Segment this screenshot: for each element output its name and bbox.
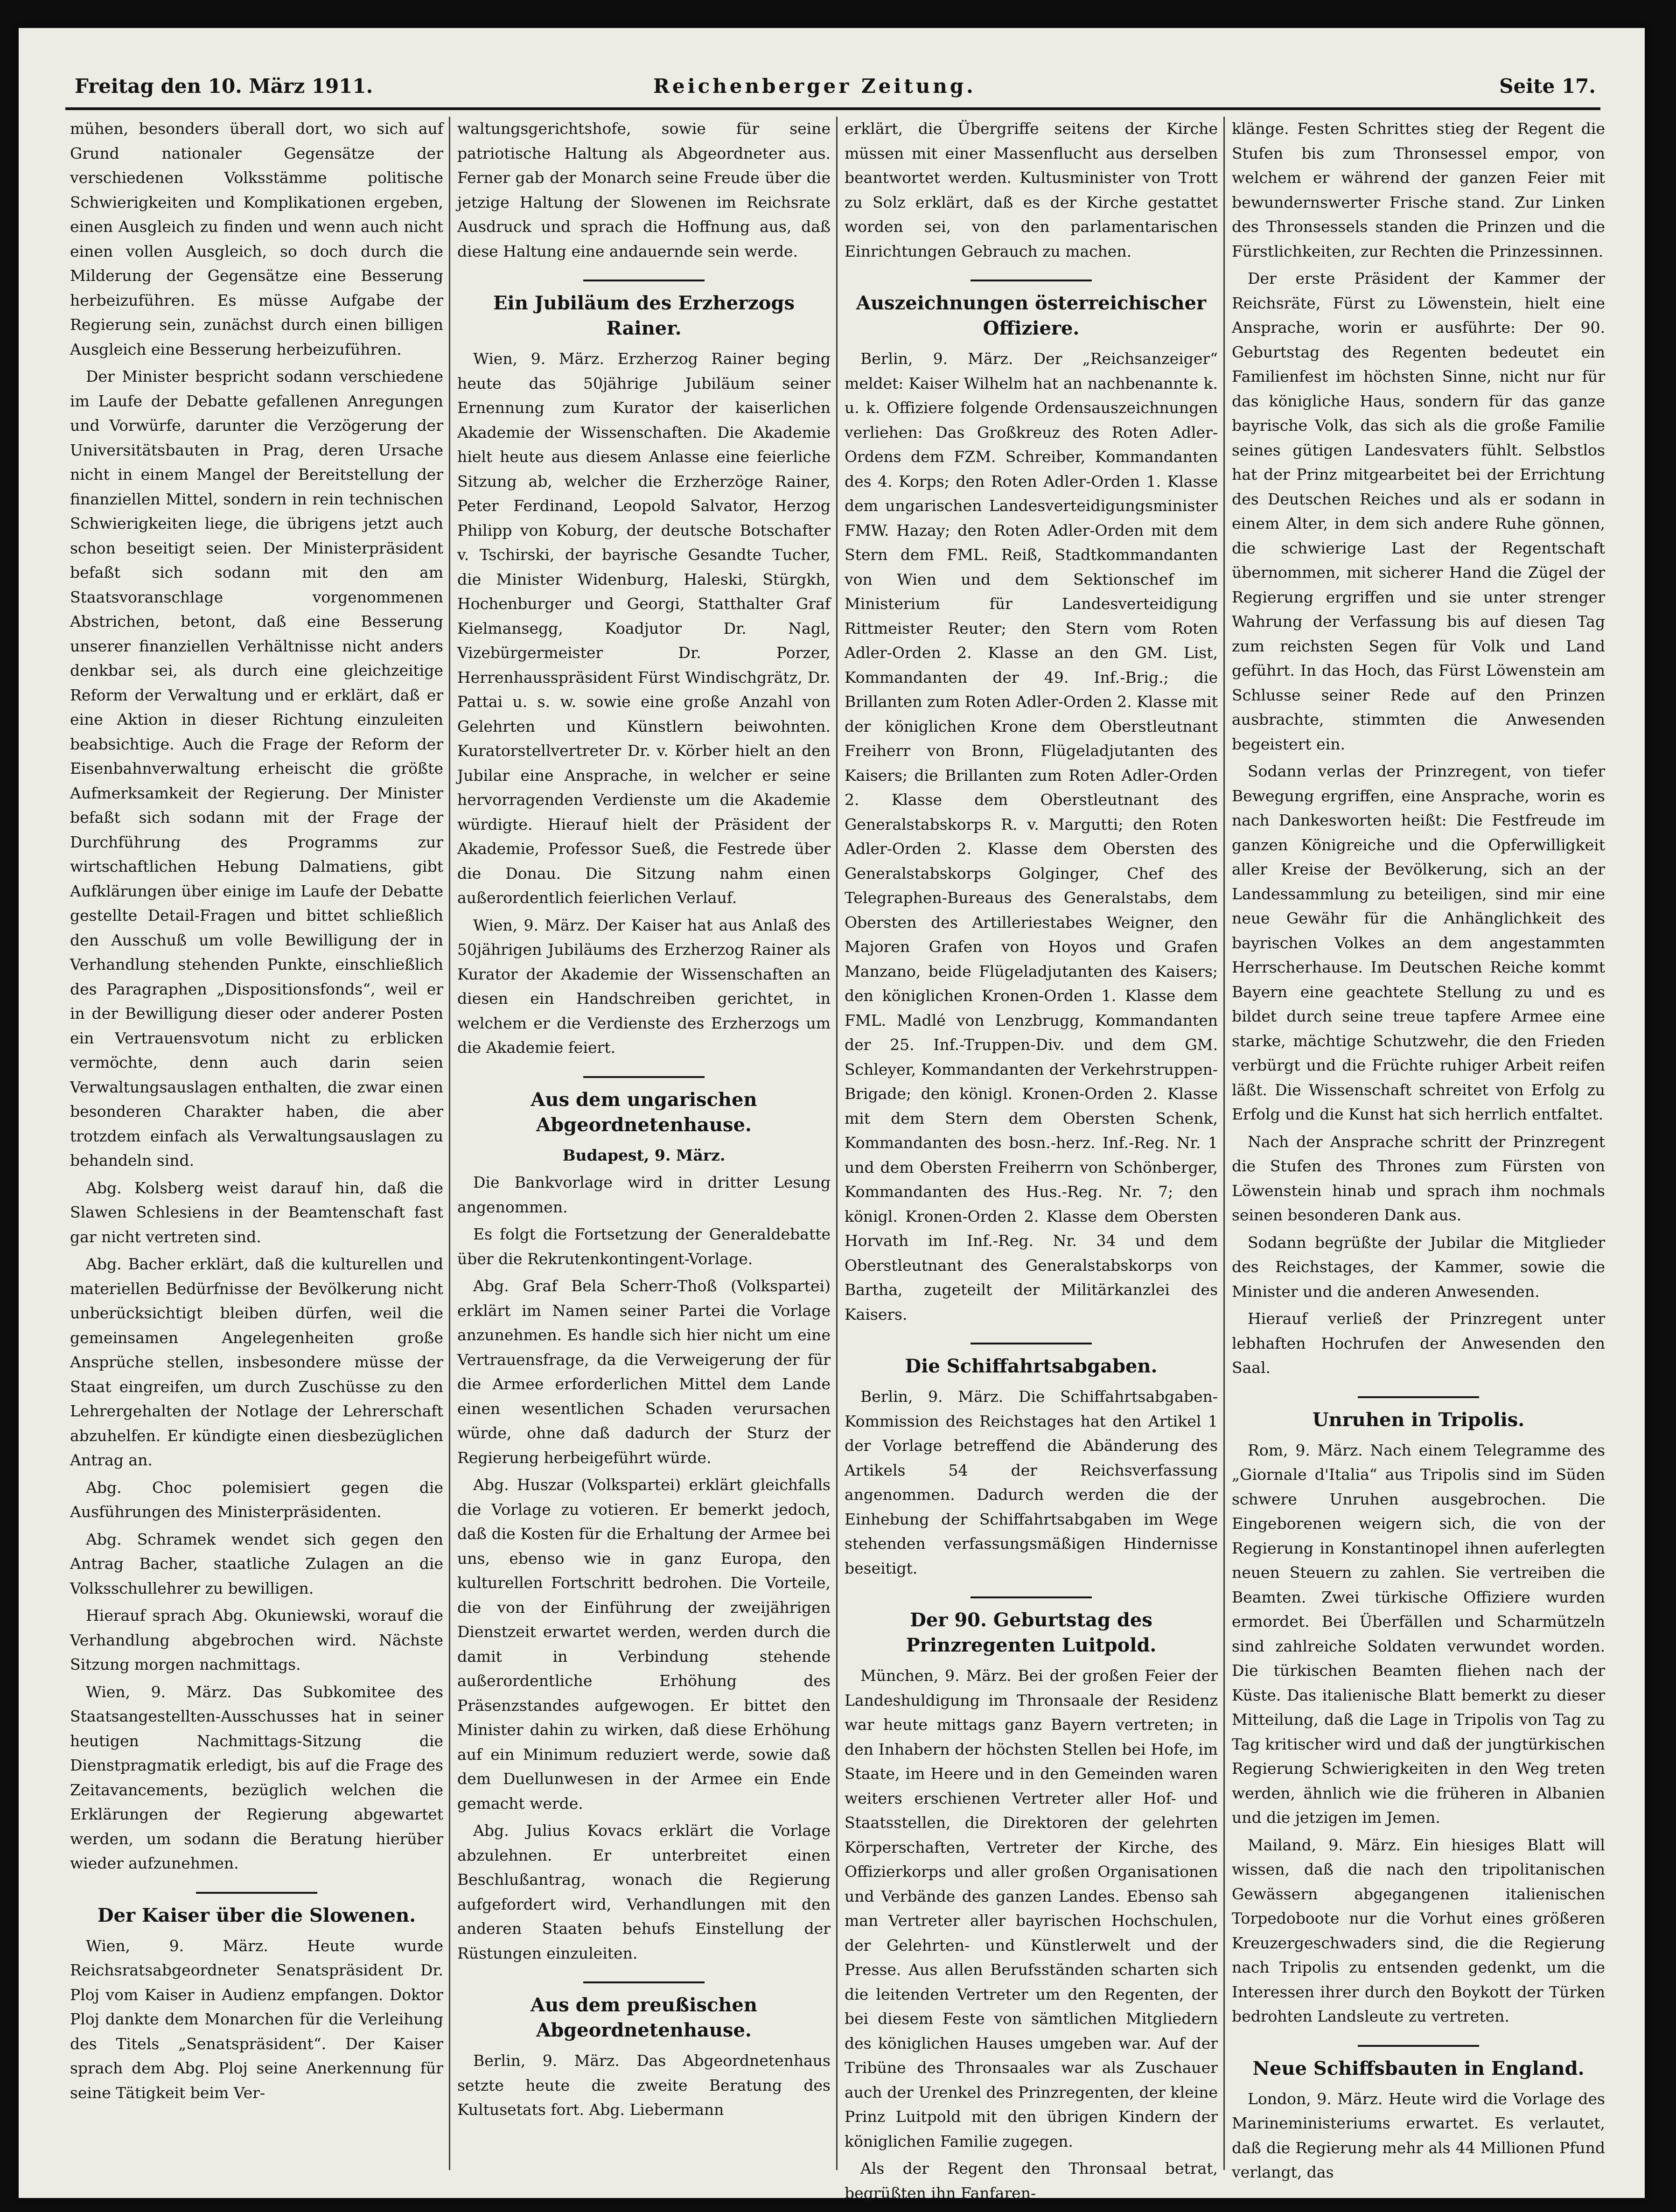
- article-paragraph: Nach der Ansprache schritt der Prinzregent die Stufen des Thrones zum Fürsten von Löwenstein hinab und sprach ihm nochmals seinen besonderen Dank aus.: [1232, 1132, 1605, 1224]
- section-rule: [583, 1981, 705, 1983]
- article-paragraph: Abg. Bacher erklärt, daß die kulturellen und materiellen Bedürfnisse der Bevölkerung nicht unberücksichtigt bleiben dürfen, weil die gemeinsamen Angelegenheiten große Ansprüche stellen, insbesondere müsse der Staat eingreifen, um durch Zuschüsse zu den Lehrergehalten der Notlage der Lehrerschaft abzuhelfen. Er kündigte einen diesbezüglichen Antrag an.: [70, 1255, 443, 1469]
- article-paragraph: Wien, 9. März. Erzherzog Rainer beging heute das 50jährige Jubiläum seiner Ernennung zum Kurator der kaiserlichen Akademie der Wissenschaften. Die Akademie hielt heute aus diesem Anlasse eine feierliche Sitzung ab, welcher die Erzherzöge Rainer, Peter Ferdinand, Leopold Salvator, Herzog Philipp von Koburg, der deutsche Botschafter v. Tschirski, der bayrische Gesandte Tucher, die Minister Widenburg, Haleski, Stürgkh, Hochenburger und Georgi, Statthalter Graf Kielmansegg, Koadjutor Dr. Nagl, Vizebürgermeister Dr. Porzer, Herrenhausspräsident Fürst Windischgrätz, Dr. Pattai u. s. w. sowie eine große Anzahl von Gelehrten und Künstlern beiwohnten. Kuratorstellvertreter Dr. v. Körber hielt an den Jubilar eine Ansprache, in welcher er seine hervorragenden Verdienste um die Akademie würdigte. Hierauf hielt der Präsident der Akademie, Professor Sueß, die Festrede über die Donau. Die Sitzung nahm einen außerordentlich feierlichen Verlauf.: [457, 350, 831, 907]
- column-divider: [1223, 117, 1225, 2170]
- article-paragraph: Hierauf sprach Abg. Okuniewski, worauf die Verhandlung abgebrochen wird. Nächste Sitzung morgen nachmittags.: [70, 1606, 443, 1673]
- section-rule: [583, 1076, 705, 1078]
- masthead: [65, 70, 1600, 103]
- article-paragraph: Berlin, 9. März. Das Abgeordnetenhaus setzte heute die zweite Beratung des Kultusetats fort. Abg. Liebermann: [457, 2051, 831, 2119]
- article-paragraph: London, 9. März. Heute wird die Vorlage des Marineministeriums erwartet. Es verlautet, daß die Regierung mehr als 44 Millionen Pfund verlangt, das: [1232, 2089, 1605, 2181]
- headline-auszeichnungen: Auszeichnungen österreichischer Offiziere.: [856, 292, 1207, 339]
- article-paragraph: Sodann begrüßte der Jubilar die Mitglieder des Reichstages, der Kammer, sowie die Minister und die anderen Anwesenden.: [1232, 1233, 1605, 1301]
- article-paragraph: Der Minister bespricht sodann verschiedene im Laufe der Debatte gefallenen Anregungen und Vorwürfe, darunter die Verzögerung der Universitätsbauten in Prag, deren Ursache nicht in einem Mangel der Bereitstellung der finanziellen Mittel, sondern in rein technischen Schwierigkeiten liege, die übrigens jetzt auch schon beseitigt seien. Der Ministerpräsident befaßt sich sodann mit den am Staatsvoranschlage vorgenommenen Abstrichen, betont, daß eine Besserung unserer finanziellen Verhältnisse nicht anders denkbar sei, als durch eine gleichzeitige Reform der Verwaltung und er erklärt, daß er eine Aktion in dieser Richtung einzuleiten beabsichtige. Auch die Frage der Reform der Eisenbahnverwaltung erheischt die größte Aufmerksamkeit der Regierung. Der Minister befaßt sich sodann mit der Frage der Durchführung des Programms zur wirtschaftlichen Hebung Dalmatiens, gibt Aufklärungen über einige im Laufe der Debatte gestellte Detail-Fragen und bittet schließlich den Ausschuß um volle Bewilligung der in Verhandlung stehenden Punkte, einschließlich des Paragraphen „Dispositionsfonds“, weil er in der Bewilligung dieser oder anderer Posten ein Vertrauensvotum nicht zu erblicken vermöchte, denn auch darin seien Verwaltungsauslagen enthalten, die zwar einen besonderen Charakter haben, die aber trotzdem einfach als Verwaltungsauslagen zu behandeln sind.: [70, 367, 443, 1169]
- headline-geburtstag-prinzregent: Der 90. Geburtstag des Prinzregenten Luitpold.: [906, 1609, 1157, 1656]
- article-paragraph: Abg. Choc polemisiert gegen die Ausführungen des Ministerpräsidenten.: [70, 1478, 443, 1521]
- article-paragraph: erklärt, die Übergriffe seitens der Kirche müssen mit einer Massenflucht aus derselben beantwortet werden. Kultusminister von Trott zu Solz erklärt, daß es der Kirche gestattet worden sei, von den parlamentarischen Einrichtungen Gebrauch zu machen.: [845, 119, 1218, 260]
- article-paragraph: klänge. Festen Schrittes stieg der Regent die Stufen bis zum Thronsessel empor, von welchem er während der ganzen Feier mit bewundernswerter Frische stand. Zur Linken des Thronsessels standen die Prinzen und die Fürstlichkeiten, zur Rechten die Prinzessinnen.: [1232, 119, 1605, 260]
- article-paragraph: Die Bankvorlage wird in dritter Lesung angenommen.: [457, 1173, 831, 1216]
- headline-schiffahrtsabgaben: Die Schiffahrtsabgaben.: [905, 1355, 1158, 1377]
- article-paragraph: Abg. Huszar (Volkspartei) erklärt gleichfalls die Vorlage zu votieren. Er bemerkt jedoch, daß die Kosten für die Erhaltung der Armee bei uns, ebenso wie in ganz Europa, den kulturellen Fortschritt bedrohen. Die Vorteile, die von der Einführung der zweijährigen Dienstzeit erwartet werden, werden durch die damit in Verbindung stehende außerordentliche Erhöhung des Präsenzstandes aufgewogen. Er bittet den Minister dahin zu wirken, daß diese Erhöhung auf ein Minimum reduziert werde, sowie daß dem Duellunwesen in der Armee ein Ende gemacht werde.: [457, 1476, 831, 1813]
- article-paragraph: Mailand, 9. März. Ein hiesiges Blatt will wissen, daß die nach den tripolitanischen Gewässern abgegangenen italienischen Torpedoboote nur die Vorhut eines größeren Kreuzergeschwaders sind, die die Regierung nach Tripolis zu entsenden gedenkt, um die Interessen ihrer durch den Boykott der Türken bedrohten Landsleute zu vertreten.: [1232, 1835, 1605, 2025]
- article-paragraph: München, 9. März. Bei der großen Feier der Landeshuldigung im Thronsaale der Residenz war heute mittags ganz Bayern vertreten; in den Inhabern der höchsten Stellen bei Hofe, im Staate, im Heere und in den Gemeinden waren weiters erschienen Vertreter aller Hof- und Staatsstellen, die Direktoren der gelehrten Körperschaften, Vertreter der Kirche, des Offizierkorps und aller großen Organisationen und Verbände des ganzen Landes. Ebenso sah man Vertreter aller bayrischen Hochschulen, der Gelehrten- und Künstlerwelt und der Presse. Aus allen Berufsständen scharten sich die leitenden Vertreter um den Regenten, der bei diesem Feste von sämtlichen Mitgliedern des königlichen Hauses umgeben war. Auf der Tribüne des Thronsaales war als Zuschauer auch der Urenkel des Prinzregenten, der kleine Prinz Luitpold mit den übrigen Kindern der königlichen Familie zugegen.: [845, 1666, 1218, 2150]
- article-paragraph: mühen, besonders überall dort, wo sich auf Grund nationaler Gegensätze der verschiedenen Volksstämme politische Schwierigkeiten und Komplikationen ergeben, einen Ausgleich zu finden und wenn auch nicht einen vollen Ausgleich, so doch durch die Milderung der Gegensätze eine Besserung herbeizuführen. Es müsse Aufgabe der Regierung sein, zunächst durch einen billigen Ausgleich eine Besserung herbeizuführen.: [70, 119, 443, 358]
- column-divider: [449, 117, 450, 2170]
- article-paragraph: Rom, 9. März. Nach einem Telegramme des „Giornale d'Italia“ aus Tripolis sind im Süden schwere Unruhen ausgebrochen. Die Eingeborenen weigern sich, die von der Regierung in Konstantinopel ihnen auferlegten neuen Steuern zu zahlen. Sie vertreiben die Beamten. Zwei türkische Offiziere wurden ermordet. Bei Überfällen und Scharmützeln sind zahlreiche Soldaten verwundet worden. Die türkischen Beamten fliehen nach der Küste. Das italienische Blatt bemerkt zu dieser Mitteilung, daß die Lage in Tripolis von Tag zu Tag kritischer wird und daß der jungtürkischen Regierung Schwierigkeiten in den Weg treten werden, ähnlich wie die früheren in Albanien und die jetzigen im Jemen.: [1232, 1441, 1605, 1827]
- article-paragraph: Es folgt die Fortsetzung der Generaldebatte über die Rekrutenkontingent-Vorlage.: [457, 1225, 831, 1268]
- section-rule: [196, 1892, 317, 1894]
- headline-ungarisches-abgeordnetenhaus: Aus dem ungarischen Abgeordnetenhause.: [531, 1088, 757, 1136]
- section-rule: [971, 1596, 1092, 1598]
- article-paragraph: Abg. Schramek wendet sich gegen den Antrag Bacher, staatliche Zulagen an die Volksschullehrer zu bewilligen.: [70, 1530, 443, 1597]
- article-paragraph: Abg. Graf Bela Scherr-Thoß (Volkspartei) erklärt im Namen seiner Partei die Vorlage anzunehmen. Es handle sich hier nicht um eine Vertrauensfrage, da die Verweigerung der für die Armee erforderlichen Mittel dem Lande einen wesentlichen Schaden verursachen würde, ohne daß dadurch der Sturz der Regierung herbeigeführt würde.: [457, 1277, 831, 1467]
- article-paragraph: Wien, 9. März. Das Subkomitee des Staatsangestellten-Ausschusses hat in seiner heutigen Nachmittags-Sitzung die Dienstpragmatik erledigt, bis auf die Frage des Zeitavancements, bezüglich welchen die Erklärungen der Regierung abgewartet werden, um sodann die Beratung hierüber wieder aufzunehmen.: [70, 1682, 443, 1872]
- section-rule: [971, 1343, 1092, 1344]
- article-paragraph: waltungsgerichtshofe, sowie für seine patriotische Haltung als Abgeordneter aus. Ferner gab der Monarch seine Freude über die jetzige Haltung der Slowenen im Reichsrate Ausdruck und sprach die Hoffnung aus, daß diese Haltung eine andauernde sein werde.: [457, 119, 831, 260]
- article-paragraph: Wien, 9. März. Heute wurde Reichsratsabgeordneter Senatspräsident Dr. Ploj vom Kaiser in Audienz empfangen. Doktor Ploj dankte dem Monarchen für die Verleihung des Titels „Senatspräsident“. Der Kaiser sprach dem Abg. Ploj seine Anerkennung für seine Tätigkeit beim Ver-: [70, 1936, 443, 2102]
- headline-kaiser-slowenen: Der Kaiser über die Slowenen.: [97, 1904, 416, 1926]
- column-4: [1232, 117, 1605, 2181]
- page-number: Seite 17.: [1499, 75, 1596, 98]
- article-paragraph: Wien, 9. März. Der Kaiser hat aus Anlaß des 50jährigen Jubiläums des Erzherzog Rainer als Kurator der Akademie der Wissenschaften an diesen ein Handschreiben gerichtet, in welchem er die Verdienste des Erzherzogs um die Akademie feiert.: [457, 916, 831, 1057]
- section-rule: [1358, 1396, 1479, 1398]
- article-paragraph: Berlin, 9. März. Die Schiffahrtsabgaben-Kommission des Reichstages hat den Artikel 1 der Vorlage betreffend die Abänderung des Artikels 54 der Reichsverfassung angenommen. Dadurch werden die der Einhebung der Schiffahrtsabgaben im Wege stehenden verfassungsmäßigen Hindernisse beseitigt.: [845, 1387, 1218, 1577]
- column-divider: [836, 117, 838, 2170]
- masthead-rule: [65, 107, 1600, 110]
- section-rule: [1358, 2045, 1479, 2047]
- headline-jubilaeum-rainer: Ein Jubiläum des Erzherzogs Rainer.: [493, 292, 795, 339]
- column-2: [457, 117, 831, 2170]
- article-paragraph: Sodann verlas der Prinzregent, von tiefer Bewegung ergriffen, eine Ansprache, worin es nach Dankesworten heißt: Die Festfreude im ganzen Königreiche und die Opferwilligkeit aller Kreise der Bevölkerung, sich an der Landessammlung zu beteiligen, sind mir eine neue Gewähr für die Anhänglichkeit des bayrischen Volkes an dem angestammten Herrscherhause. Im Deutschen Reiche kommt Bayern eine geachtete Stellung zu und es bildet durch seine treue tapfere Armee eine starke, mächtige Schutzwehr, die den Frieden verbürgt und die Früchte ruhiger Arbeit reifen läßt. Die Wissenschaft schreitet von Erfolg zu Erfolg und die Kunst hat sich herrlich entfaltet.: [1232, 762, 1605, 1123]
- newspaper-title: Reichenberger Zeitung.: [653, 75, 976, 98]
- headline-unruhen-tripolis: Unruhen in Tripolis.: [1312, 1408, 1525, 1431]
- section-rule: [971, 280, 1092, 281]
- article-paragraph: Als der Regent den Thronsaal betrat, begrüßten ihn Fanfaren-: [845, 2159, 1218, 2202]
- newspaper-page: [19, 28, 1645, 2202]
- section-rule: [583, 280, 705, 281]
- article-paragraph: Abg. Kolsberg weist darauf hin, daß die Slawen Schlesiens in der Beamtenschaft fast gar nicht vertreten sind.: [70, 1178, 443, 1246]
- column-1: [70, 117, 443, 2170]
- article-paragraph: Berlin, 9. März. Der „Reichsanzeiger“ meldet: Kaiser Wilhelm hat an nachbenannte k. u. k. Offiziere folgende Ordensauszeichnungen verliehen: Das Großkreuz des Roten Adler-Ordens dem FZM. Schreiber, Kommandanten des 4. Korps; den Roten Adler-Orden 1. Klasse dem ungarischen Landesverteidigungsminister FMW. Hazay; den Roten Adler-Orden mit dem Stern dem FML. Reiß, Stadtkommandanten von Wien und dem Sektionschef im Ministerium für Landesverteidigung Rittmeister Reuter; den Stern vom Roten Adler-Orden 2. Klasse an den GM. List, Kommandanten der 49. Inf.-Brig.; die Brillanten zum Roten Adler-Orden 2. Klasse mit der königlichen Krone dem Oberstleutnant Freiherr von Bronn, Flügeladjutanten des Kaisers; die Brillanten zum Roten Adler-Orden 2. Klasse dem Oberstleutnant des Generalstabskorps R. v. Margutti; den Roten Adler-Orden 2. Klasse dem Obersten des Generalstabskorps Golginger, Chef des Telegraphen-Bureaus des Generalstabs, dem Obersten des Artilleriestabes Weigner, den Majoren Grafen von Hoyos und Grafen Manzano, beide Flügeladjutanten des Kaisers; den königlichen Kronen-Orden 1. Klasse dem FML. Madlé von Lenzbrugg, Kommandanten der 25. Inf.-Truppen-Div. und dem GM. Schleyer, Kommandanten der Verkehrstruppen-Brigade; den königl. Kronen-Orden 2. Klasse mit dem Stern dem Obersten Schenk, Kommandanten des bosn.-herz. Inf.-Reg. Nr. 1 und dem Obersten Freiherrn von Schönberger, Kommandanten des Hus.-Reg. Nr. 7; den königl. Kronen-Orden 2. Klasse dem Obersten Horvath im Inf.-Reg. Nr. 34 und dem Oberstleutnant des Generalstabskorps von Bartha, zugeteilt der Militärkanzlei des Kaisers.: [845, 350, 1218, 1323]
- article-paragraph: Abg. Julius Kovacs erklärt die Vorlage abzulehnen. Er unterbreitet einen Beschlußantrag, wonach die Regierung aufgefordert wird, Verhandlungen mit den anderen Staaten behufs Einstellung der Rüstungen einzuleiten.: [457, 1821, 831, 1962]
- article-paragraph: Hierauf verließ der Prinzregent unter lebhaften Hochrufen der Anwesenden den Saal.: [1232, 1309, 1605, 1377]
- article-paragraph: Der erste Präsident der Kammer der Reichsräte, Fürst zu Löwenstein, hielt eine Ansprache, worin er ausführte: Der 90. Geburtstag des Regenten bedeutet ein Familienfest im höchsten Sinne, nicht nur für das königliche Haus, sondern für das ganze bayrische Volk, das sich als die große Familie seines gütigen Landesvaters fühlt. Selbstlos hat der Prinz mitgearbeitet bei der Errichtung des Deutschen Reiches und als er sodann in einem Alter, in dem sich andere Ruhe gönnen, die schwierige Last der Regentschaft übernommen, mit sicherer Hand die Zügel der Regierung ergriffen und sie unter strenger Wahrung der Verfassung bis auf diesen Tag zum reichsten Segen für Volk und Land geführt. In das Hoch, das Fürst Löwenstein am Schlusse seiner Rede auf den Prinzen ausbrachte, stimmten die Anwesenden begeistert ein.: [1232, 269, 1605, 753]
- column-3: [845, 117, 1218, 2202]
- issue-date: Freitag den 10. März 1911.: [75, 75, 373, 98]
- dateline: Budapest, 9. März.: [562, 1146, 726, 1164]
- headline-schiffsbauten-england: Neue Schiffsbauten in England.: [1252, 2057, 1585, 2079]
- headline-preussisches-abgeordnetenhaus: Aus dem preußischen Abgeordnetenhause.: [531, 1994, 757, 2041]
